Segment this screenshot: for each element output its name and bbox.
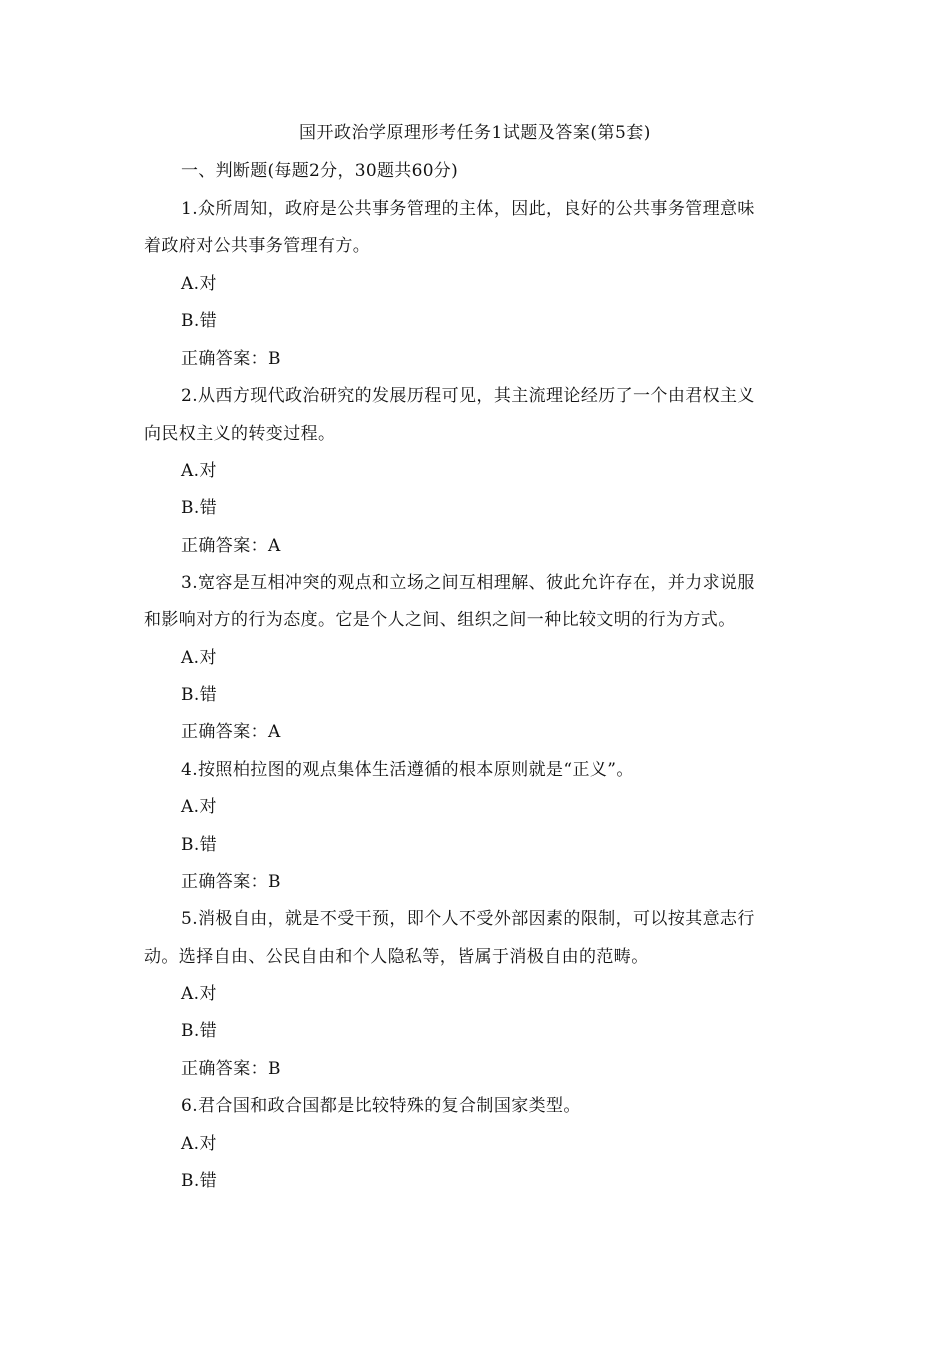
question-6-text: 6.君合国和政合国都是比较特殊的复合制国家类型。 xyxy=(181,1096,581,1116)
question-3-option-a: A.对 xyxy=(181,648,217,668)
question-4-option-a: A.对 xyxy=(181,797,217,817)
question-5-text: 5.消极自由，就是不受干预，即个人不受外部因素的限制，可以按其意志行 xyxy=(181,909,755,929)
question-5-option-a: A.对 xyxy=(181,984,217,1004)
section-heading: 一、判断题(每题2分，30题共60分) xyxy=(181,161,459,181)
question-3-text: 3.宽容是互相冲突的观点和立场之间互相理解、彼此允许存在，并力求说服 xyxy=(181,573,755,593)
question-2-text-cont: 向民权主义的转变过程。 xyxy=(144,424,336,444)
question-1-text: 1.众所周知，政府是公共事务管理的主体，因此，良好的公共事务管理意味 xyxy=(181,199,755,219)
question-3-option-b: B.错 xyxy=(181,685,218,705)
question-1-option-a: A.对 xyxy=(181,274,217,294)
question-2-text: 2.从西方现代政治研究的发展历程可见，其主流理论经历了一个由君权主义 xyxy=(181,386,755,406)
question-1-text-cont: 着政府对公共事务管理有方。 xyxy=(144,236,371,256)
question-4-text: 4.按照柏拉图的观点集体生活遵循的根本原则就是“正义”。 xyxy=(181,760,634,780)
document-title: 国开政治学原理形考任务1试题及答案(第5套) xyxy=(299,123,651,143)
question-2-answer: 正确答案：A xyxy=(181,536,281,556)
question-1-option-b: B.错 xyxy=(181,311,218,331)
question-5-text-cont: 动。选择自由、公民自由和个人隐私等，皆属于消极自由的范畴。 xyxy=(144,947,649,967)
question-1-answer: 正确答案：B xyxy=(181,349,281,369)
question-5-option-b: B.错 xyxy=(181,1021,218,1041)
question-3-text-cont: 和影响对方的行为态度。它是个人之间、组织之间一种比较文明的行为方式。 xyxy=(144,610,736,630)
question-4-option-b: B.错 xyxy=(181,835,218,855)
question-2-option-a: A.对 xyxy=(181,461,217,481)
question-6-option-a: A.对 xyxy=(181,1134,217,1154)
question-6-option-b: B.错 xyxy=(181,1171,218,1191)
question-4-answer: 正确答案：B xyxy=(181,872,281,892)
question-3-answer: 正确答案：A xyxy=(181,722,281,742)
question-5-answer: 正确答案：B xyxy=(181,1059,281,1079)
question-2-option-b: B.错 xyxy=(181,498,218,518)
